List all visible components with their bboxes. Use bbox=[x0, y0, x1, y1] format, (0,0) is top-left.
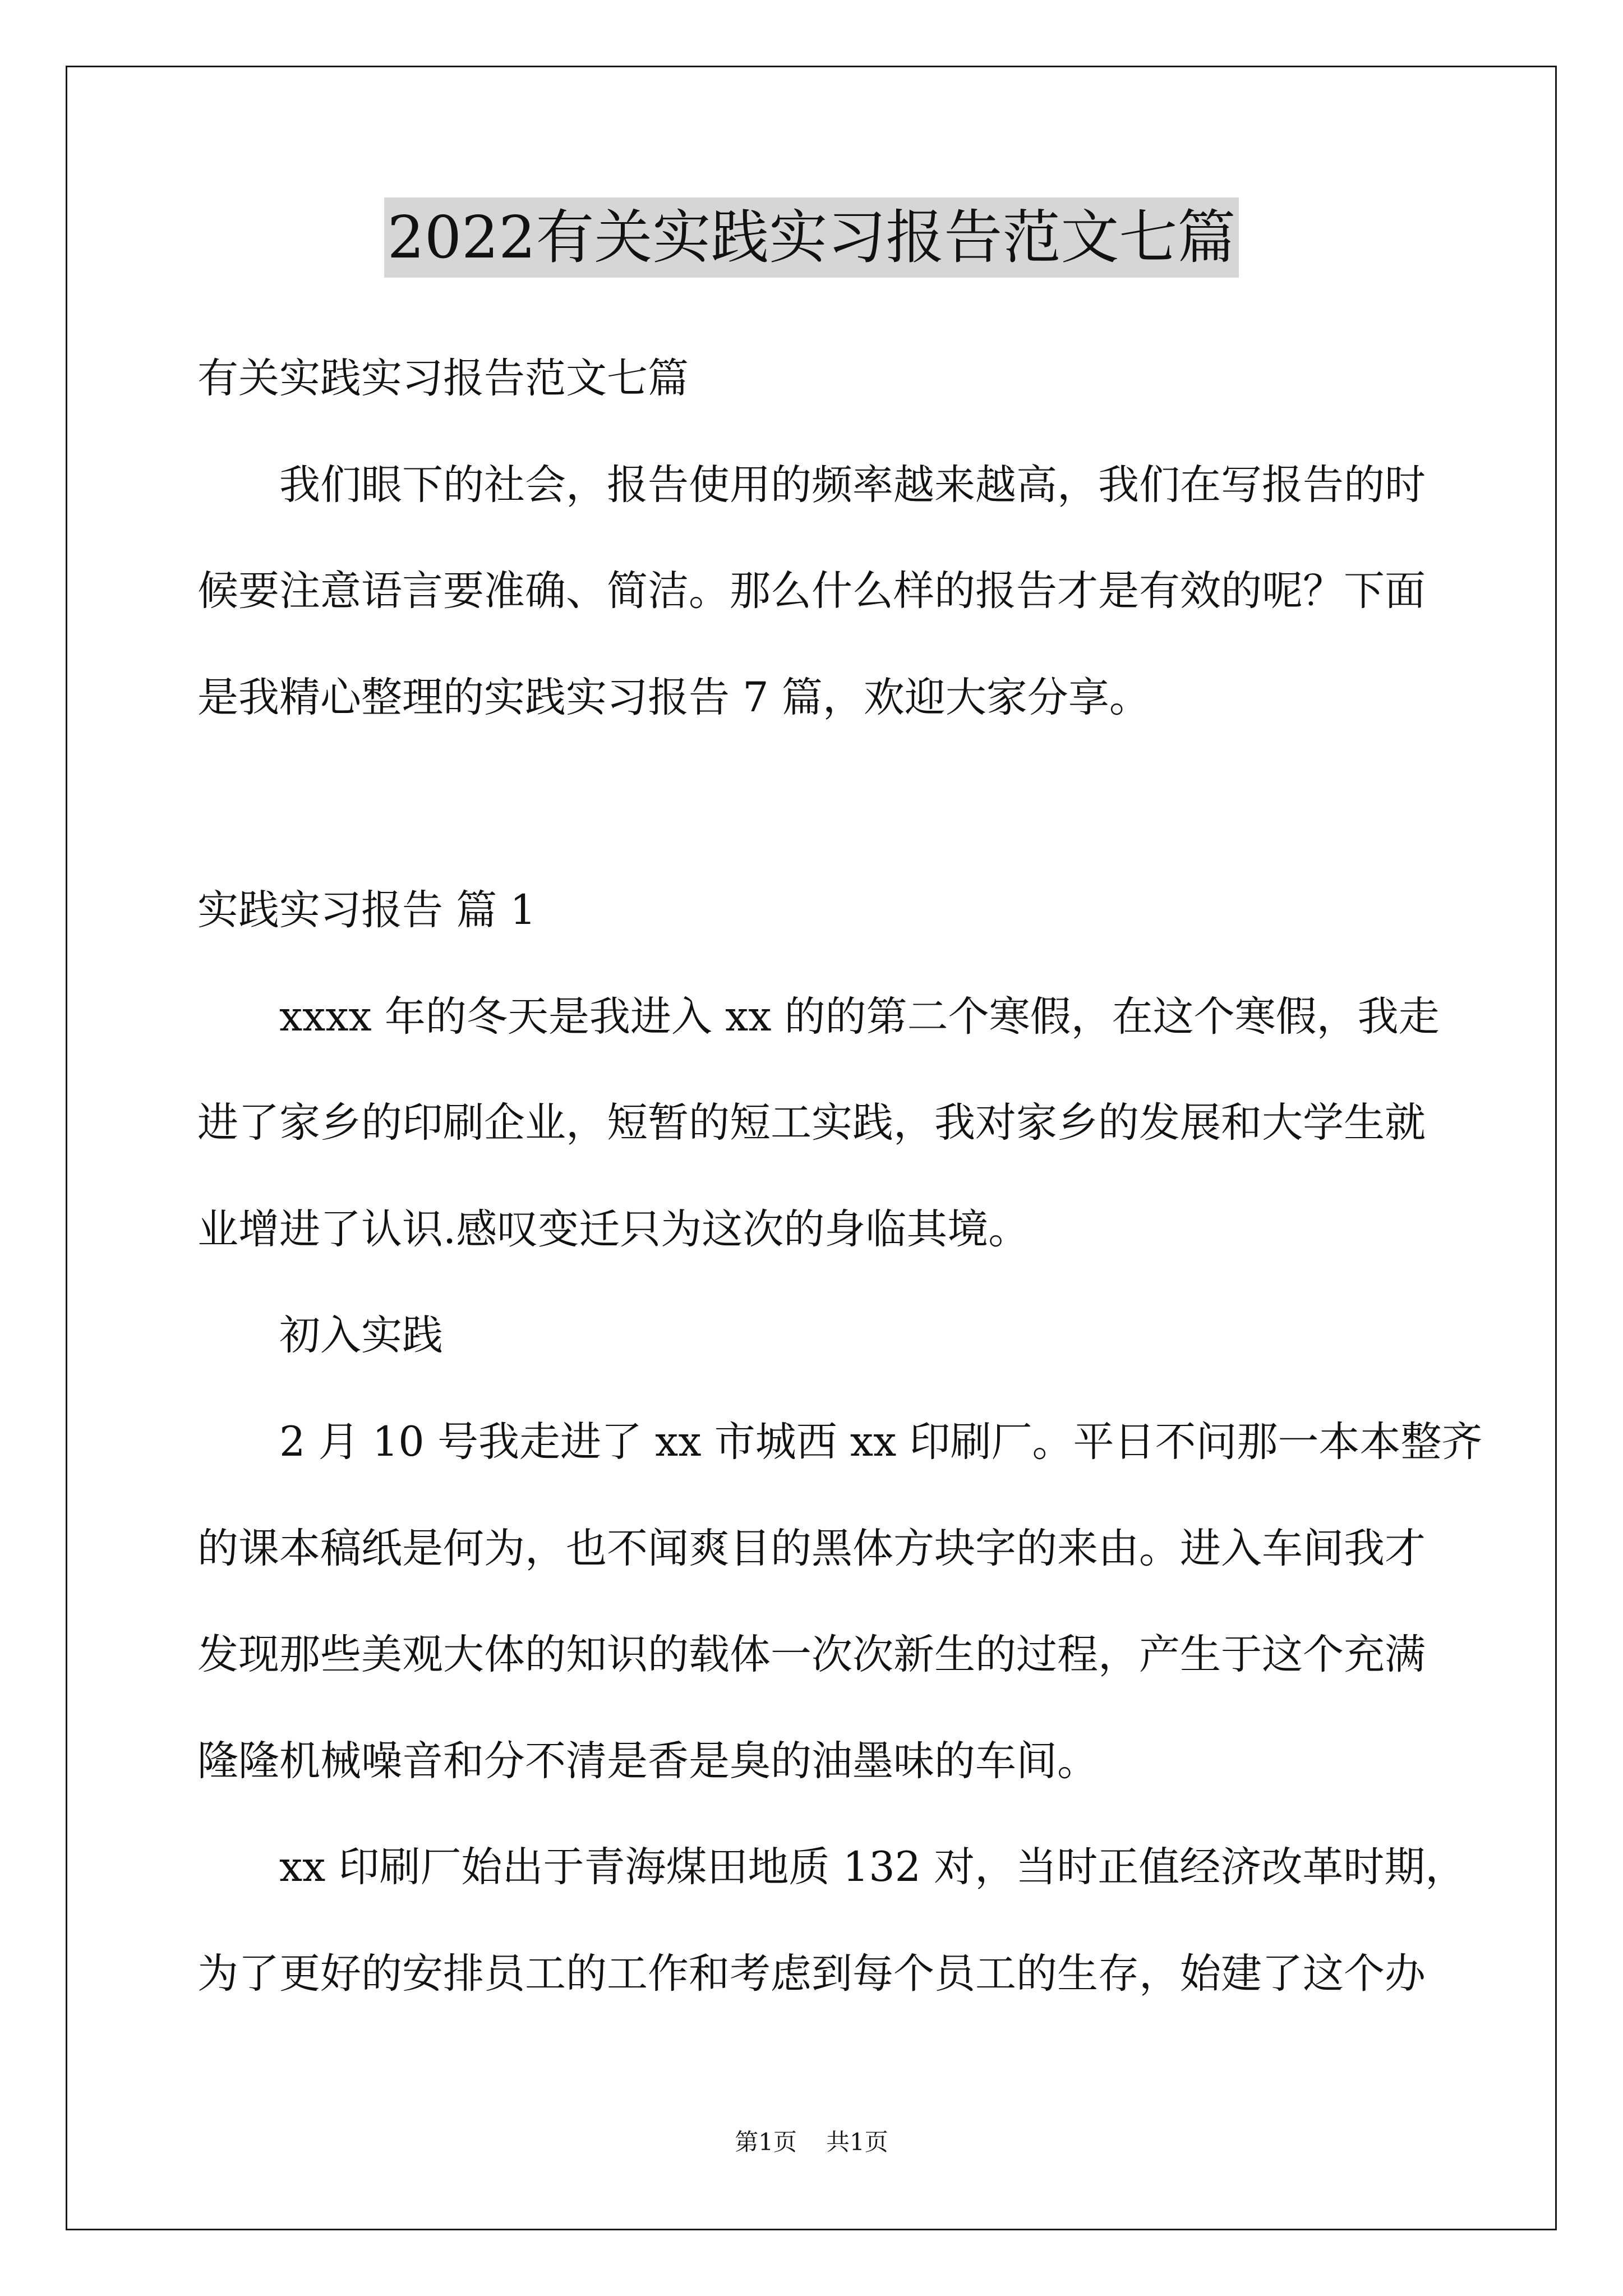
title-block bbox=[0, 197, 1623, 278]
paragraph-line: 2 月 10 号我走进了 xx 市城西 xx 印刷厂。平日不问那一本本整齐 bbox=[279, 1418, 1483, 1466]
paragraph-line: 隆隆机械噪音和分不清是香是臭的油墨味的车间。 bbox=[197, 1737, 1098, 1785]
page-footer bbox=[0, 2127, 1623, 2157]
paragraph-line: 为了更好的安排员工的工作和考虑到每个员工的生存，始建了这个办 bbox=[197, 1949, 1426, 1998]
intro-line: 候要注意语言要准确、简洁。那么什么样的报告才是有效的呢？下面 bbox=[197, 567, 1426, 615]
section-subheading: 初入实践 bbox=[279, 1312, 443, 1360]
paragraph-line: xxxx 年的冬天是我进入 xx 的的第二个寒假，在这个寒假，我走 bbox=[279, 992, 1440, 1041]
page-total: 共1页 bbox=[826, 2128, 888, 2156]
paragraph-line: 业增进了认识.感叹变迁只为这次的身临其境。 bbox=[197, 1205, 1030, 1253]
paragraph-line: 发现那些美观大体的知识的载体一次次新生的过程，产生于这个充满 bbox=[197, 1631, 1426, 1679]
section-heading: 实践实习报告 篇 1 bbox=[197, 886, 536, 934]
paragraph-line: 进了家乡的印刷企业，短暂的短工实践，我对家乡的发展和大学生就 bbox=[197, 1099, 1426, 1147]
document-body bbox=[197, 325, 1483, 2027]
intro-line: 是我精心整理的实践实习报告 7 篇，欢迎大家分享。 bbox=[197, 673, 1150, 721]
document-subtitle: 有关实践实习报告范文七篇 bbox=[197, 355, 689, 402]
paragraph-line: xx 印刷厂始出于青海煤田地质 132 对，当时正值经济改革时期， bbox=[279, 1843, 1467, 1892]
blank-line bbox=[197, 751, 1426, 857]
page-number: 第1页 bbox=[735, 2128, 797, 2156]
document-title: 2022有关实践实习报告范文七篇 bbox=[384, 197, 1239, 278]
intro-line: 我们眼下的社会，报告使用的频率越来越高，我们在写报告的时 bbox=[279, 461, 1426, 509]
paragraph-line: 的课本稿纸是何为，也不闻爽目的黑体方块字的来由。进入车间我才 bbox=[197, 1524, 1426, 1572]
